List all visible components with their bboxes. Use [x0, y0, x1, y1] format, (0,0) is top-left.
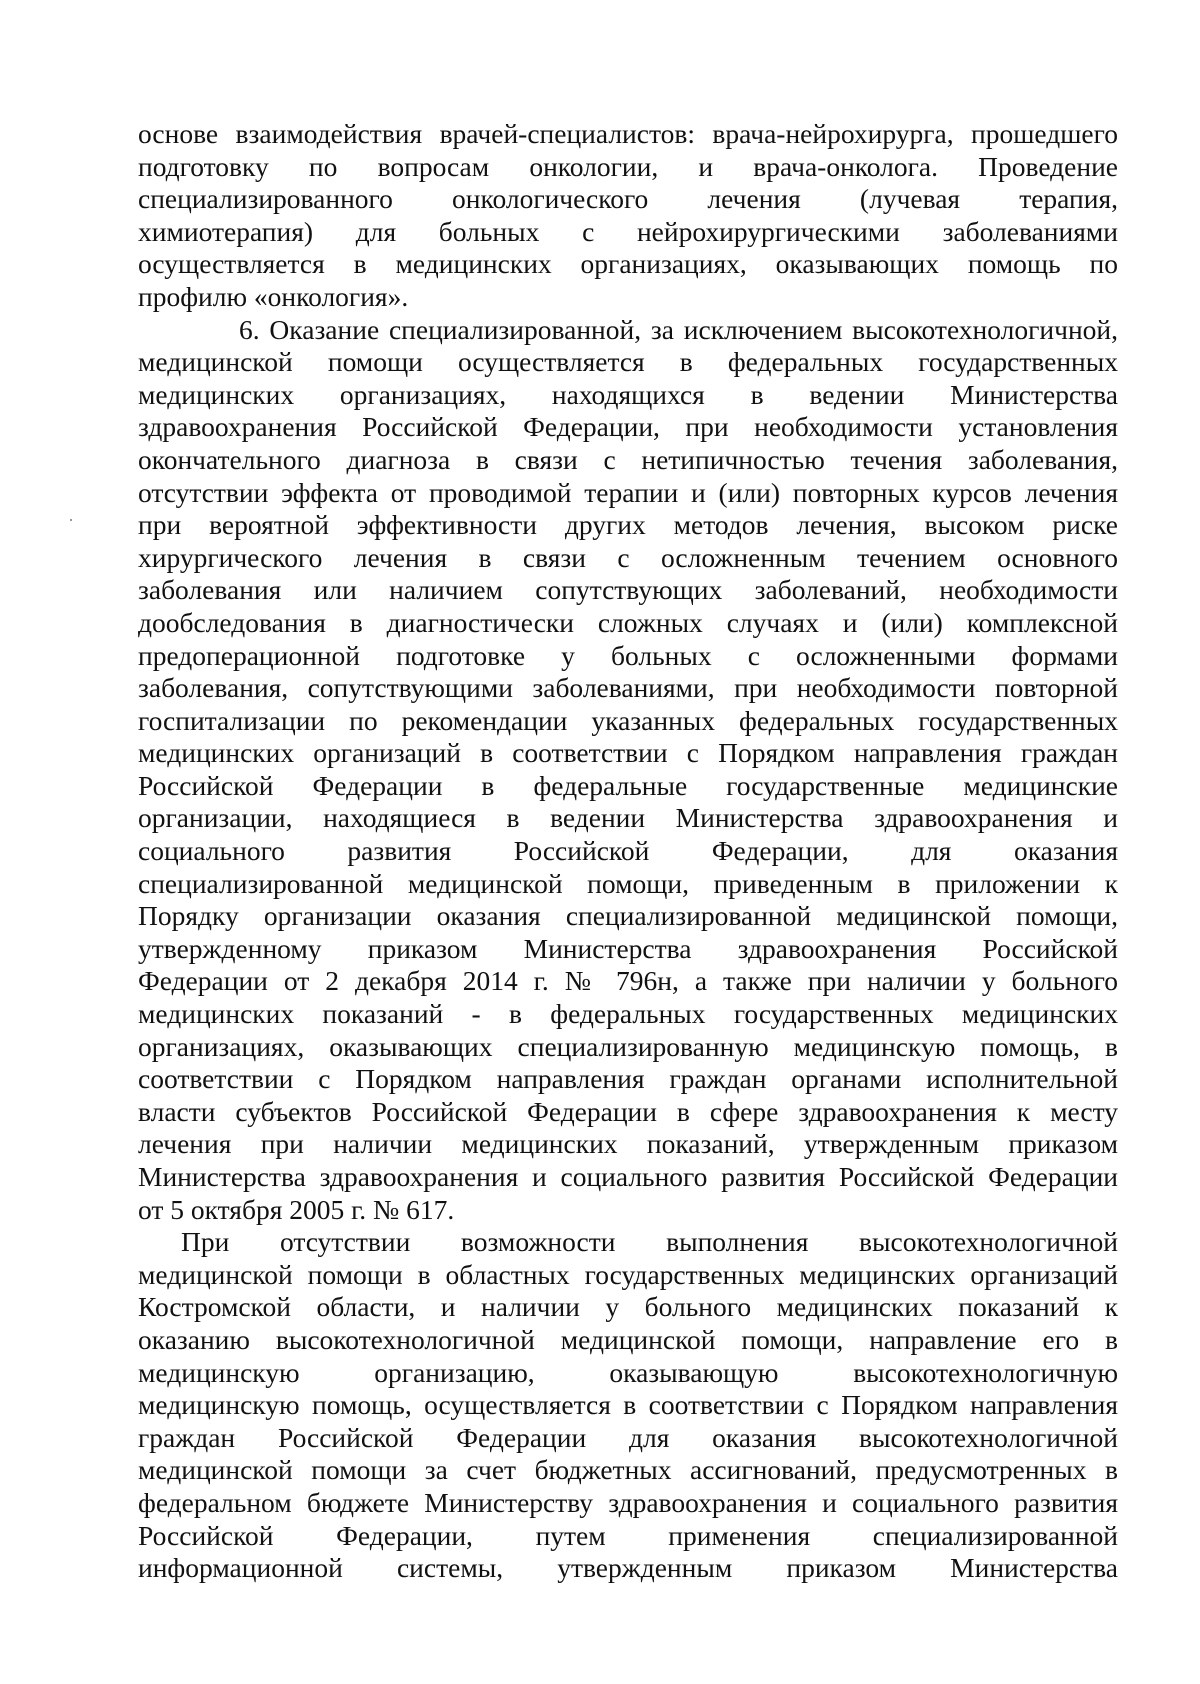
text-line: граждан Российской Федерации для оказания высокотехнологичной	[138, 1421, 1118, 1453]
text-line: Российской Федерации, путем применения специализированной	[138, 1519, 1118, 1551]
text-line: Порядку организации оказания специализированной медицинской помощи,	[138, 900, 1118, 932]
text-line: медицинских организациях, находящихся в ведении Министерства	[138, 378, 1118, 410]
text-line: медицинской помощи осуществляется в федеральных государственных	[138, 346, 1118, 378]
text-line: профилю «онкология».	[138, 280, 409, 312]
text-line: здравоохранения Российской Федерации, при необходимости установления	[138, 411, 1118, 443]
text-line: При отсутствии возможности выполнения высокотехнологичной	[181, 1226, 1118, 1258]
scan-speck	[70, 519, 72, 521]
text-line: Российской Федерации в федеральные государственные медицинские	[138, 769, 1118, 801]
text-line: соответствии с Порядком направления граждан органами исполнительной	[138, 1063, 1118, 1095]
text-line: оказанию высокотехнологичной медицинской помощи, направление его в	[138, 1323, 1118, 1355]
text-line: подготовку по вопросам онкологии, и врача-онколога. Проведение	[138, 150, 1118, 182]
text-line: окончательного диагноза в связи с нетипичностью течения заболевания,	[138, 443, 1118, 475]
paragraph-continuation	[138, 118, 1118, 314]
text-line: Федерации от 2 декабря 2014 г. № 796н, а также при наличии у больного	[138, 965, 1118, 997]
paragraph-absence-of-capacity	[138, 1226, 1118, 1585]
text-line: предоперационной подготовке у больных с осложненными формами	[138, 639, 1118, 671]
text-line: организациях, оказывающих специализированную медицинскую помощь, в	[138, 1030, 1118, 1062]
text-line: заболевания или наличием сопутствующих заболеваний, необходимости	[138, 574, 1118, 606]
text-line: дообследования в диагностически сложных случаях и (или) комплексной	[138, 606, 1118, 638]
text-line: хирургического лечения в связи с осложненным течением основного	[138, 541, 1118, 573]
text-line: госпитализации по рекомендации указанных федеральных государственных	[138, 704, 1118, 736]
text-line: федеральном бюджете Министерству здравоохранения и социального развития	[138, 1486, 1118, 1518]
paragraph-item-6	[138, 314, 1118, 1227]
text-line: медицинской помощи за счет бюджетных ассигнований, предусмотренных в	[138, 1454, 1118, 1486]
text-line: лечения при наличии медицинских показаний, утвержденным приказом	[138, 1128, 1118, 1160]
text-line: химиотерапия) для больных с нейрохирургическими заболеваниями	[138, 215, 1118, 247]
text-line: специализированной медицинской помощи, приведенным в приложении к	[138, 867, 1118, 899]
text-line: при вероятной эффективности других методов лечения, высоком риске	[138, 509, 1118, 541]
text-line: отсутствии эффекта от проводимой терапии и (или) повторных курсов лечения	[138, 476, 1118, 508]
text-line: заболевания, сопутствующими заболеваниями, при необходимости повторной	[138, 672, 1118, 704]
text-line: утвержденному приказом Министерства здравоохранения Российской	[138, 932, 1118, 964]
text-line: социального развития Российской Федерации, для оказания	[138, 835, 1118, 867]
text-line: медицинской помощи в областных государственных медицинских организаций	[138, 1258, 1118, 1290]
text-line: от 5 октября 2005 г. № 617.	[138, 1193, 455, 1225]
document-body	[138, 118, 1118, 1585]
text-line: медицинских показаний - в федеральных государственных медицинских	[138, 998, 1118, 1030]
text-line: медицинских организаций в соответствии с Порядком направления граждан	[138, 737, 1118, 769]
text-line: Костромской области, и наличии у больного медицинских показаний к	[138, 1291, 1118, 1323]
text-line: Министерства здравоохранения и социального развития Российской Федерации	[138, 1161, 1118, 1192]
text-line: власти субъектов Российской Федерации в сфере здравоохранения к месту	[138, 1095, 1118, 1127]
text-line: информационной системы, утвержденным приказом Министерства	[138, 1552, 1118, 1584]
text-line: организации, находящиеся в ведении Министерства здравоохранения и	[138, 802, 1118, 834]
text-line: 6. Оказание специализированной, за исключением высокотехнологичной,	[239, 313, 1118, 345]
text-line: медицинскую помощь, осуществляется в соответствии с Порядком направления	[138, 1389, 1118, 1421]
text-line: основе взаимодействия врачей-специалистов: врача-нейрохирурга, прошедшего	[138, 118, 1118, 149]
text-line: осуществляется в медицинских организациях, оказывающих помощь по	[138, 248, 1118, 280]
text-line: медицинскую организацию, оказывающую высокотехнологичную	[138, 1356, 1118, 1388]
text-line: специализированного онкологического лечения (лучевая терапия,	[138, 183, 1118, 215]
